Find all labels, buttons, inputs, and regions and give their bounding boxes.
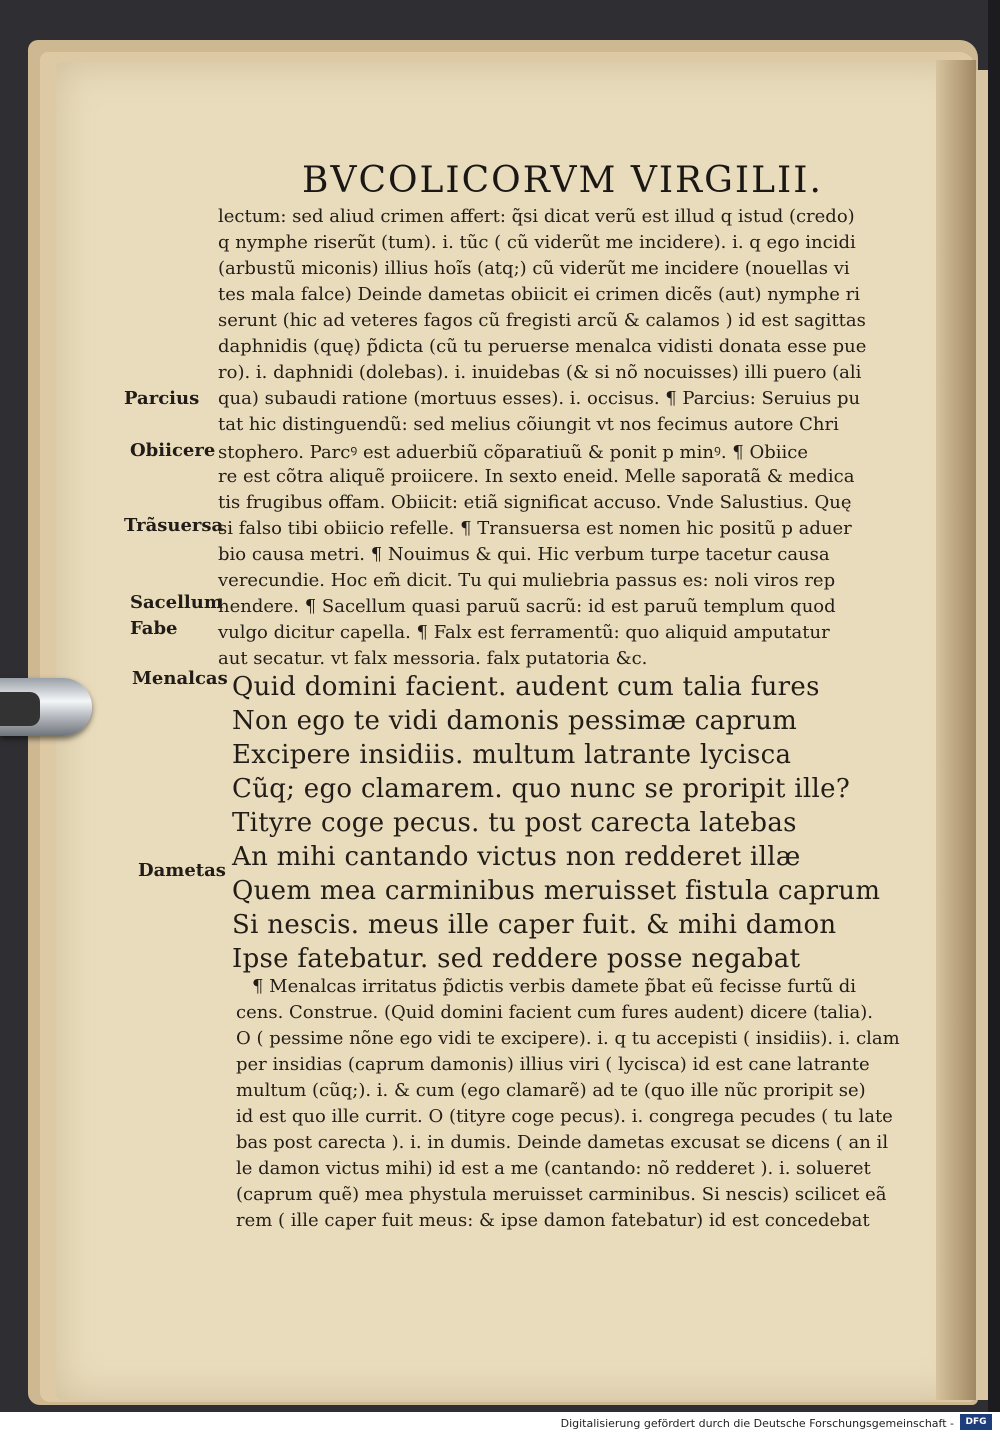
commentary-line: per insidias (caprum damonis) illius viri ( lycisca) id est cane latrante	[236, 1054, 870, 1075]
commentary-line: O ( pessime nõne ego vidi te excipere). i. q tu accepisti ( insidiis). i. clam	[236, 1028, 900, 1049]
margin-note-sacellum: Sacellum	[130, 592, 223, 613]
commentary-line: multum (cũq;). i. & cum (ego clamarẽ) ad te (quo ille nũc proripit se)	[236, 1080, 866, 1101]
commentary-line: bas post carecta ). i. in dumis. Deinde dametas excusat se dicens ( an il	[236, 1132, 889, 1153]
commentary-line: q nymphe riserũt (tum). i. tũc ( cũ viderũt me incidere). i. q ego incidi	[218, 232, 856, 253]
verse-line: Cũq; ego clamarem. quo nunc se proripit ille?	[232, 774, 851, 804]
commentary-line: lectum: sed aliud crimen affert: q̃si dicat verũ est illud q istud (credo)	[218, 206, 855, 227]
commentary-line: stophero. Parcꝰ est aduerbiũ cõparatiuũ & ponit p minꝰ. ¶ Obiice	[218, 442, 808, 463]
verse-line: An mihi cantando victus non redderet illæ	[232, 842, 801, 872]
commentary-line: re est cõtra aliquẽ proiicere. In sexto eneid. Melle saporatã & medica	[218, 466, 855, 487]
commentary-line: (arbustũ miconis) illius hoĩs (atq;) cũ viderũt me incidere (nouellas vi	[218, 258, 850, 279]
scan-border-right	[988, 0, 1000, 1412]
commentary-line: hendere. ¶ Sacellum quasi paruũ sacrũ: id est paruũ templum quod	[218, 596, 836, 617]
margin-note-dametas: Dametas	[138, 860, 226, 881]
commentary-line: tis frugibus offam. Obiicit: etiã significat accuso. Vnde Salustius. Quę	[218, 492, 852, 513]
commentary-line: tat hic distinguendũ: sed melius cõiungit vt nos fecimus autore Chri	[218, 414, 839, 435]
commentary-line: le damon victus mihi) id est a me (cantando: nõ redderet ). i. solueret	[236, 1158, 871, 1179]
commentary-line: serunt (hic ad veteres fagos cũ fregisti arcũ & calamos ) id est sagittas	[218, 310, 866, 331]
margin-note-parcius: Parcius	[124, 388, 200, 409]
commentary-line: rem ( ille caper fuit meus: & ipse damon fatebatur) id est concedebat	[236, 1210, 870, 1231]
verse-line: Ipse fatebatur. sed reddere posse negabat	[232, 944, 801, 974]
commentary-line: daphnidis (quę) p̃dicta (cũ tu peruerse menalca vidisti donata esse pue	[218, 336, 867, 357]
commentary-line: (caprum quẽ) mea phystula meruisset carminibus. Si nescis) scilicet eã	[236, 1184, 887, 1205]
commentary-line: qua) subaudi ratione (mortuus esses). i. occisus. ¶ Parcius: Seruius pu	[218, 388, 861, 409]
commentary-line: aut secatur. vt falx messoria. falx putatoria &c.	[218, 648, 648, 669]
dfg-logo-icon: DFG	[960, 1414, 992, 1430]
commentary-line: bio causa metri. ¶ Nouimus & qui. Hic verbum turpe tacetur causa	[218, 544, 830, 565]
commentary-line: tes mala falce) Deinde dametas obiicit ei crimen dicẽs (aut) nymphe ri	[218, 284, 860, 305]
verse-line: Quid domini facient. audent cum talia fures	[232, 672, 820, 702]
commentary-line: id est quo ille currit. O (tityre coge pecus). i. congrega pecudes ( tu late	[236, 1106, 893, 1127]
footer-credit: Digitalisierung gefördert durch die Deutsche Forschungsgemeinschaft -	[560, 1417, 954, 1430]
commentary-line: ro). i. daphnidi (dolebas). i. inuidebas (& si nõ nocuisses) illi puero (ali	[218, 362, 862, 383]
commentary-line: cens. Construe. (Quid domini facient cum fures audent) dicere (talia).	[236, 1002, 874, 1023]
verse-line: Quem mea carminibus meruisset fistula caprum	[232, 876, 881, 906]
verse-line: Excipere insidiis. multum latrante lycisca	[232, 740, 792, 770]
page-title: BVCOLICORVM VIRGILII.	[302, 160, 823, 201]
book-clamp-base	[0, 692, 40, 726]
commentary-line: verecundie. Hoc em̃ dicit. Tu qui muliebria passus es: noli viros rep	[218, 570, 836, 591]
commentary-line: ¶ Menalcas irritatus p̃dictis verbis damete p̃bat eũ fecisse furtũ di	[252, 976, 857, 997]
commentary-line: vulgo dicitur capella. ¶ Falx est ferramentũ: quo aliquid amputatur	[218, 622, 830, 643]
verse-line: Non ego te vidi damonis pessimæ caprum	[232, 706, 798, 736]
verse-line: Si nescis. meus ille caper fuit. & mihi damon	[232, 910, 837, 940]
commentary-line: si falso tibi obiicio refelle. ¶ Transuersa est nomen hic positũ p aduer	[218, 518, 852, 539]
margin-note-transuersa: Trãsuersa	[124, 515, 224, 536]
verse-line: Tityre coge pecus. tu post carecta latebas	[232, 808, 797, 838]
margin-note-menalcas: Menalcas	[132, 668, 228, 689]
margin-note-obiicere: Obiicere	[130, 440, 216, 461]
margin-note-fabe: Fabe	[130, 618, 178, 639]
book-gutter	[936, 60, 976, 1400]
